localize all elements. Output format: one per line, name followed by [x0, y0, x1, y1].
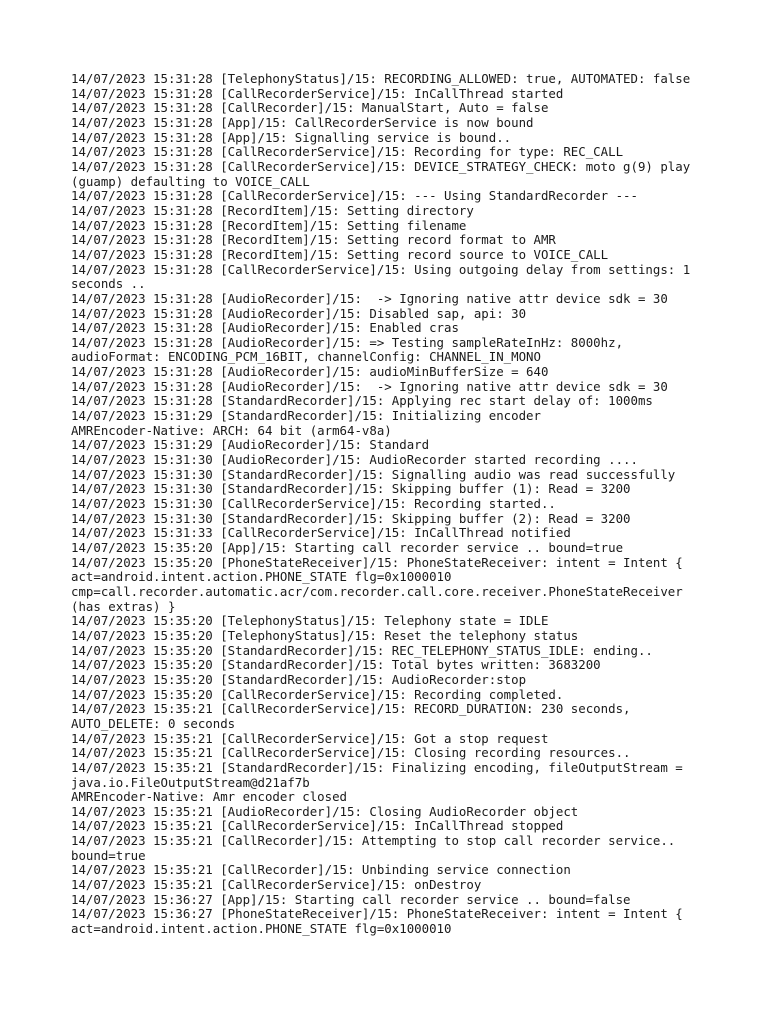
- log-line: 14/07/2023 15:31:28 [AudioRecorder]/15: audioMinBufferSize = 640: [71, 364, 549, 380]
- log-line: 14/07/2023 15:31:28 [AudioRecorder]/15: -> Ignoring native attr device sdk = 30: [71, 378, 668, 394]
- log-line: 14/07/2023 15:35:21 [StandardRecorder]/15: Finalizing encoding, fileOutputStream = java.io.FileOutputStream@d21af7b: [71, 759, 691, 790]
- log-line: 14/07/2023 15:31:28 [StandardRecorder]/15: Applying rec start delay of: 1000ms: [71, 393, 653, 409]
- log-line: 14/07/2023 15:36:27 [App]/15: Starting call recorder service .. bound=false: [71, 891, 631, 907]
- log-line: 14/07/2023 15:31:33 [CallRecorderService]/15: InCallThread notified: [71, 525, 571, 541]
- log-line: 14/07/2023 15:35:20 [TelephonyStatus]/15: Reset the telephony status: [71, 627, 579, 643]
- log-line: 14/07/2023 15:35:21 [CallRecorderService]/15: Got a stop request: [71, 730, 549, 746]
- log-line: 14/07/2023 15:35:21 [CallRecorder]/15: Attempting to stop call recorder service.. bound=true: [71, 833, 683, 863]
- log-document: [71, 72, 711, 937]
- log-line: 14/07/2023 15:35:21 [CallRecorderService]/15: InCallThread stopped: [71, 818, 564, 834]
- log-line: 14/07/2023 15:35:21 [CallRecorder]/15: Unbinding service connection: [71, 862, 571, 878]
- log-line: 14/07/2023 15:31:28 [CallRecorderService]/15: Recording for type: REC_CALL: [71, 144, 624, 160]
- log-line: 14/07/2023 15:31:29 [StandardRecorder]/15: Initializing encoder: [71, 408, 541, 424]
- log-line: 14/07/2023 15:35:20 [App]/15: Starting call recorder service .. bound=true: [71, 540, 624, 555]
- log-line: 14/07/2023 15:31:28 [CallRecorderService]/15: InCallThread started: [71, 85, 564, 101]
- log-line: AMREncoder-Native: ARCH: 64 bit (arm64-v8a): [71, 422, 392, 438]
- log-line: 14/07/2023 15:31:30 [StandardRecorder]/15: Skipping buffer (1): Read = 3200: [71, 481, 631, 497]
- log-line: 14/07/2023 15:35:21 [CallRecorderService]/15: Closing recording resources..: [71, 745, 631, 761]
- log-line: AMREncoder-Native: Amr encoder closed: [71, 789, 348, 805]
- log-line: 14/07/2023 15:35:20 [StandardRecorder]/15: Total bytes written: 3683200: [71, 657, 601, 673]
- log-line: 14/07/2023 15:31:28 [AudioRecorder]/15: -> Ignoring native attr device sdk = 30: [71, 290, 668, 306]
- log-line: 14/07/2023 15:35:21 [CallRecorderService]/15: RECORD_DURATION: 230 seconds, AUTO_DELETE: 0 seconds: [71, 701, 638, 731]
- log-line: 14/07/2023 15:31:28 [CallRecorderService]/15: DEVICE_STRATEGY_CHECK: moto g(9) play (guamp) defaulting to VOICE_CALL: [71, 158, 698, 189]
- log-line: 14/07/2023 15:31:28 [RecordItem]/15: Setting directory: [71, 202, 474, 218]
- log-line: 14/07/2023 15:31:30 [CallRecorderService]/15: Recording started..: [71, 496, 556, 512]
- log-line: 14/07/2023 15:35:20 [StandardRecorder]/15: REC_TELEPHONY_STATUS_IDLE: ending..: [71, 642, 653, 658]
- log-line: 14/07/2023 15:31:28 [TelephonyStatus]/15: RECORDING_ALLOWED: true, AUTOMATED: false: [71, 71, 691, 86]
- log-line: 14/07/2023 15:31:28 [RecordItem]/15: Setting record source to VOICE_CALL: [71, 246, 609, 262]
- log-line: 14/07/2023 15:35:21 [AudioRecorder]/15: Closing AudioRecorder object: [71, 803, 579, 819]
- log-line: 14/07/2023 15:31:28 [App]/15: CallRecorderService is now bound: [71, 114, 534, 130]
- log-line: 14/07/2023 15:31:28 [AudioRecorder]/15: Disabled sap, api: 30: [71, 305, 527, 321]
- log-line: 14/07/2023 15:31:28 [AudioRecorder]/15: => Testing sampleRateInHz: 8000hz, audioFormat: ENCODING_PCM_16BIT, channelConfig: CHANNEL_IN_MONO: [71, 334, 631, 365]
- log-line: 14/07/2023 15:31:28 [App]/15: Signalling service is bound..: [71, 129, 512, 145]
- log-line: 14/07/2023 15:35:21 [CallRecorderService]/15: onDestroy: [71, 877, 482, 893]
- log-line: 14/07/2023 15:31:28 [CallRecorderService]/15: Using outgoing delay from settings: 1 seconds ..: [71, 261, 698, 292]
- log-line: 14/07/2023 15:36:27 [PhoneStateReceiver]/15: PhoneStateReceiver: intent = Intent { act=android.intent.action.PHONE_STATE flg=0x1000010: [71, 906, 691, 937]
- log-line: 14/07/2023 15:31:28 [RecordItem]/15: Setting filename: [71, 217, 467, 233]
- log-line: 14/07/2023 15:31:28 [RecordItem]/15: Setting record format to AMR: [71, 232, 556, 248]
- log-line: 14/07/2023 15:31:28 [CallRecorderService]/15: --- Using StandardRecorder ---: [71, 188, 638, 204]
- log-line: 14/07/2023 15:35:20 [TelephonyStatus]/15: Telephony state = IDLE: [71, 613, 549, 629]
- log-line: 14/07/2023 15:31:28 [AudioRecorder]/15: Enabled cras: [71, 320, 459, 336]
- log-line: 14/07/2023 15:31:29 [AudioRecorder]/15: Standard: [71, 437, 430, 453]
- log-line: 14/07/2023 15:35:20 [StandardRecorder]/15: AudioRecorder:stop: [71, 671, 527, 687]
- log-line: 14/07/2023 15:31:30 [StandardRecorder]/15: Signalling audio was read successfully: [71, 466, 676, 482]
- log-line: 14/07/2023 15:31:30 [StandardRecorder]/15: Skipping buffer (2): Read = 3200: [71, 510, 631, 526]
- log-line: 14/07/2023 15:35:20 [PhoneStateReceiver]/15: PhoneStateReceiver: intent = Intent { act=android.intent.action.PHONE_STATE flg=0x1000010 cmp=call.recorder.automatic.acr/com.recorder.call.core.receiver.PhoneStateReceiver (has extras) }: [71, 554, 691, 614]
- log-line: 14/07/2023 15:35:20 [CallRecorderService]/15: Recording completed.: [71, 686, 564, 702]
- log-line: 14/07/2023 15:31:30 [AudioRecorder]/15: AudioRecorder started recording ....: [71, 452, 638, 468]
- log-line: 14/07/2023 15:31:28 [CallRecorder]/15: ManualStart, Auto = false: [71, 100, 549, 116]
